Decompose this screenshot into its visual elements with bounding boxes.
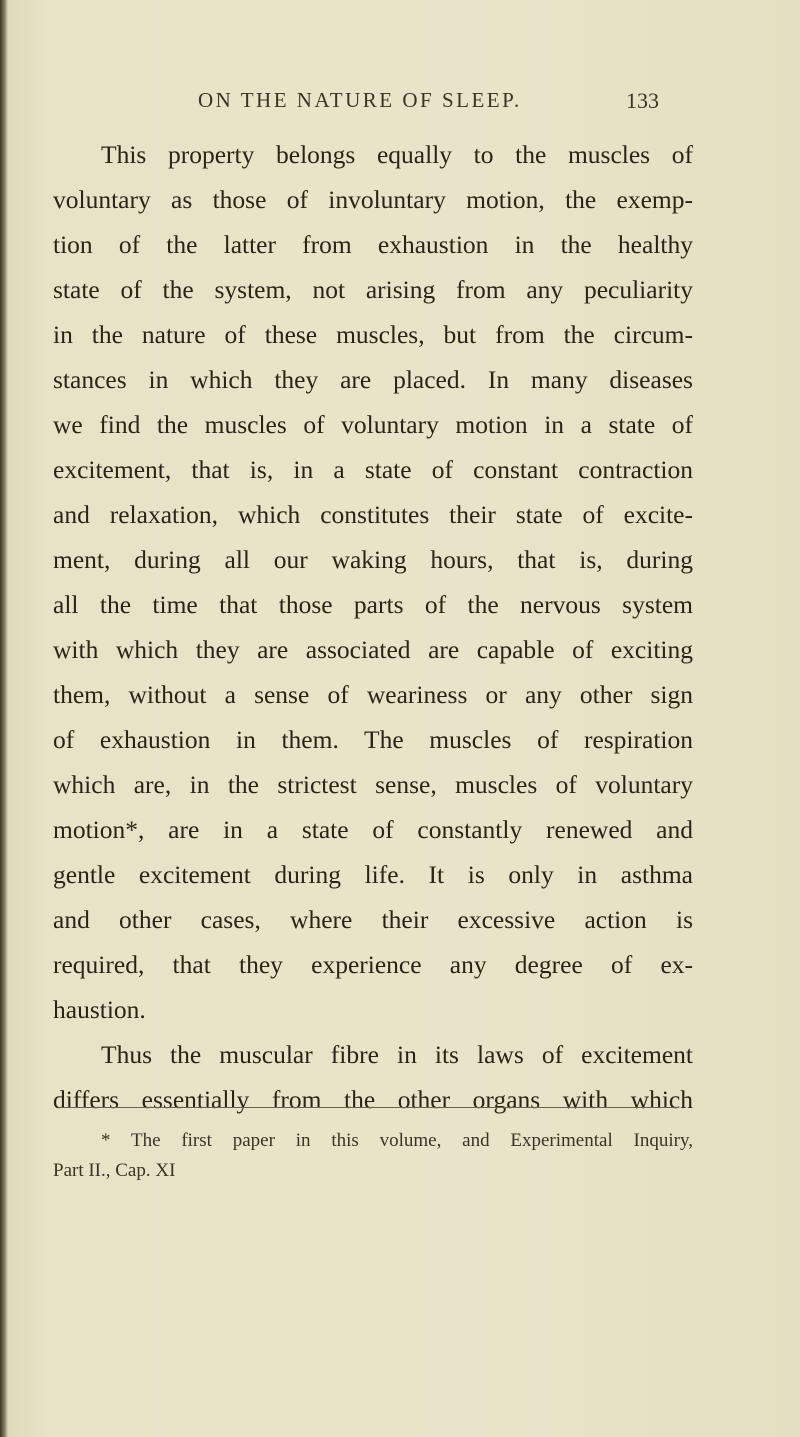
text-line: Thus the muscular fibre in its laws of excitement [101, 1040, 693, 1069]
text-line: all the time that those parts of the nervous system [53, 590, 693, 619]
text-line: in the nature of these muscles, but from the circum- [53, 320, 693, 349]
text-line: which are, in the strictest sense, muscles of voluntary [53, 770, 693, 799]
text-line: voluntary as those of involuntary motion, the exemp- [53, 185, 693, 214]
text-line: of exhaustion in them. The muscles of respiration [53, 725, 693, 754]
text-line: ment, during all our waking hours, that is, during [53, 545, 693, 574]
page-binding-edge [0, 0, 8, 1437]
text-line: gentle excitement during life. It is only in asthma [53, 860, 693, 889]
text-line: This property belongs equally to the muscles of [101, 140, 693, 169]
body-text [53, 132, 693, 1122]
text-line: them, without a sense of weariness or any other sign [53, 680, 693, 709]
text-line: differs essentially from the other organs with which [53, 1085, 693, 1114]
text-line: and relaxation, which constitutes their state of excite- [53, 500, 693, 529]
text-line: required, that they experience any degree of ex- [53, 950, 693, 979]
footnote-line: Part II., Cap. XI [53, 1160, 176, 1181]
footnote [53, 1126, 693, 1186]
page-number: 133 [626, 88, 659, 113]
page-header [0, 88, 800, 118]
text-line: stances in which they are placed. In many diseases [53, 365, 693, 394]
footnote-rule [58, 1107, 678, 1108]
text-line: motion*, are in a state of constantly renewed and [53, 815, 693, 844]
footnote-line: * The first paper in this volume, and Experimental Inquiry, [101, 1130, 693, 1151]
text-line: with which they are associated are capable of exciting [53, 635, 693, 664]
text-line: we find the muscles of voluntary motion in a state of [53, 410, 693, 439]
text-line: and other cases, where their excessive action is [53, 905, 693, 934]
text-line: excitement, that is, in a state of constant contraction [53, 455, 693, 484]
text-line: tion of the latter from exhaustion in the healthy [53, 230, 693, 259]
text-line: state of the system, not arising from any peculiarity [53, 275, 693, 304]
running-head: ON THE NATURE OF SLEEP. [198, 88, 522, 112]
text-line: haustion. [53, 995, 146, 1024]
